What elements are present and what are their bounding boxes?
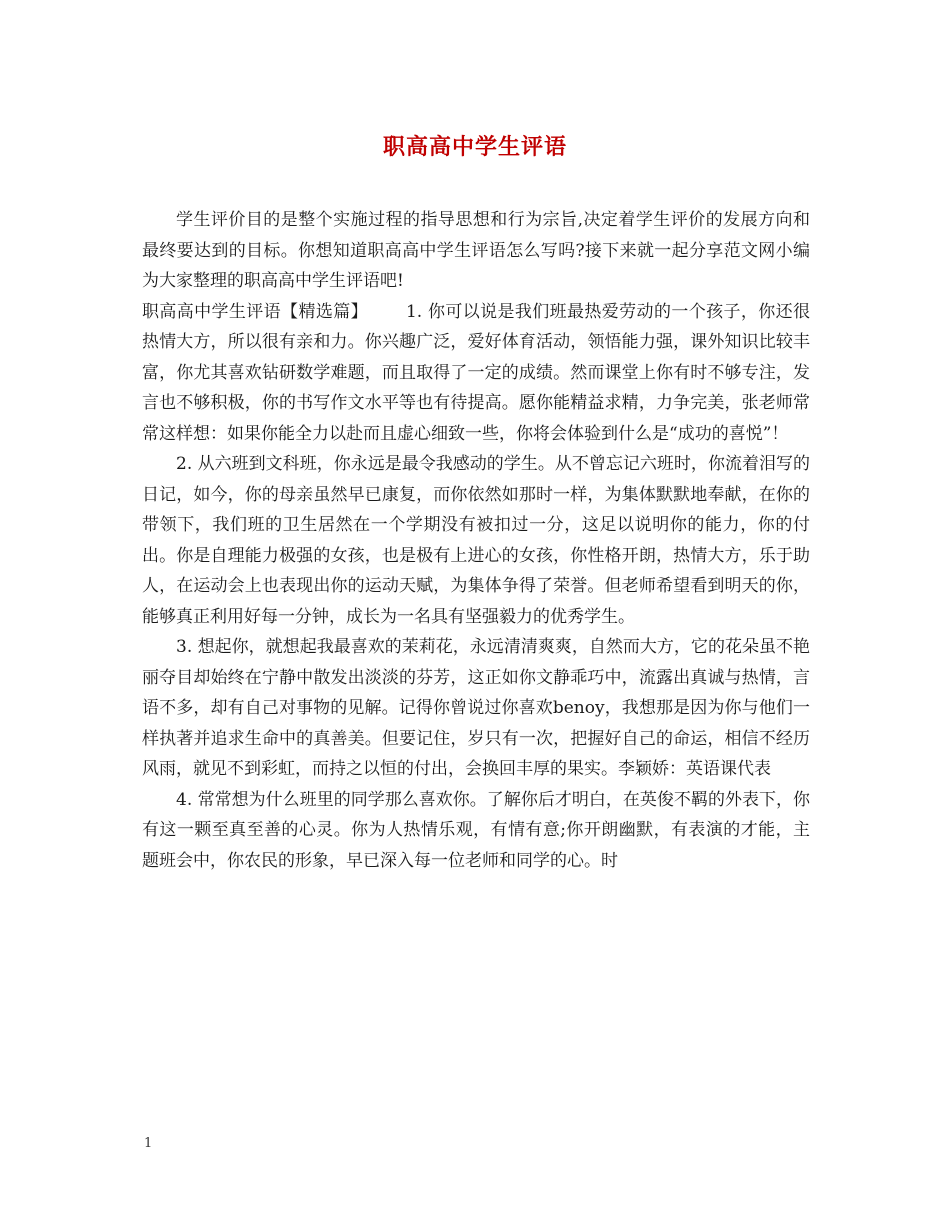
document-title: 职高高中学生评语 bbox=[382, 134, 567, 160]
intro-paragraph: 学生评价目的是整个实施过程的指导思想和行为宗旨,决定着学生评价的发展方向和最终要达到的目标。你想知道职高高中学生评语怎么写吗?接下来就一起分享范文网小编为大家整理的职高高中学生评语吧! bbox=[142, 210, 810, 291]
section-heading: 职高高中学生评语【精选篇】 bbox=[142, 301, 368, 322]
paragraph-1: 1. 你可以说是我们班最热爱劳动的一个孩子，你还很热情大方，所以很有亲和力。你兴趣广泛，爱好体育活动，领悟能力强，课外知识比较丰富，你尤其喜欢钻研数学难题，而且取得了一定的成绩。然而课堂上你有时不够专注，发言也不够积极，你的书写作文水平等也有待提高。愿你能精益求精，力争完美，张老师常常这样想：如果你能全力以赴而且虚心细致一些，你将会体验到什么是“成功的喜悦”！ bbox=[142, 301, 810, 444]
paragraph-3: 3. 想起你，就想起我最喜欢的茉莉花，永远清清爽爽，自然而大方，它的花朵虽不艳丽夺目却始终在宁静中散发出淡淡的芬芳，这正如你文静乖巧中，流露出真诚与热情，言语不多，却有自己对事物的见解。记得你曾说过你喜欢benoy，我想那是因为你与他们一样执著并追求生命中的真善美。但要记住，岁只有一次，把握好自己的命运，相信不经历风雨，就见不到彩虹，而持之以恒的付出，会换回丰厚的果实。李颖娇：英语课代表 bbox=[142, 637, 810, 779]
page-number: 1 bbox=[144, 1136, 153, 1151]
document-body bbox=[142, 205, 810, 876]
section-heading-paragraph bbox=[142, 297, 810, 450]
paragraph-4: 4. 常常想为什么班里的同学那么喜欢你。了解你后才明白，在英俊不羁的外表下，你有这一颗至真至善的心灵。你为人热情乐观，有情有意;你开朗幽默，有表演的才能，主题班会中，你农民的形象，早已深入每一位老师和同学的心。时 bbox=[142, 789, 810, 871]
paragraph-2: 2. 从六班到文科班，你永远是最令我感动的学生。从不曾忘记六班时，你流着泪写的日记，如今，你的母亲虽然早已康复，而你依然如那时一样，为集体默默地奉献，在你的带领下，我们班的卫生居然在一个学期没有被扣过一分，这足以说明你的能力，你的付出。你是自理能力极强的女孩，也是极有上进心的女孩，你性格开朗，热情大方，乐于助人，在运动会上也表现出你的运动天赋，为集体争得了荣誉。但老师希望看到明天的你，能够真正利用好每一分钟，成长为一名具有坚强毅力的优秀学生。 bbox=[142, 454, 810, 627]
